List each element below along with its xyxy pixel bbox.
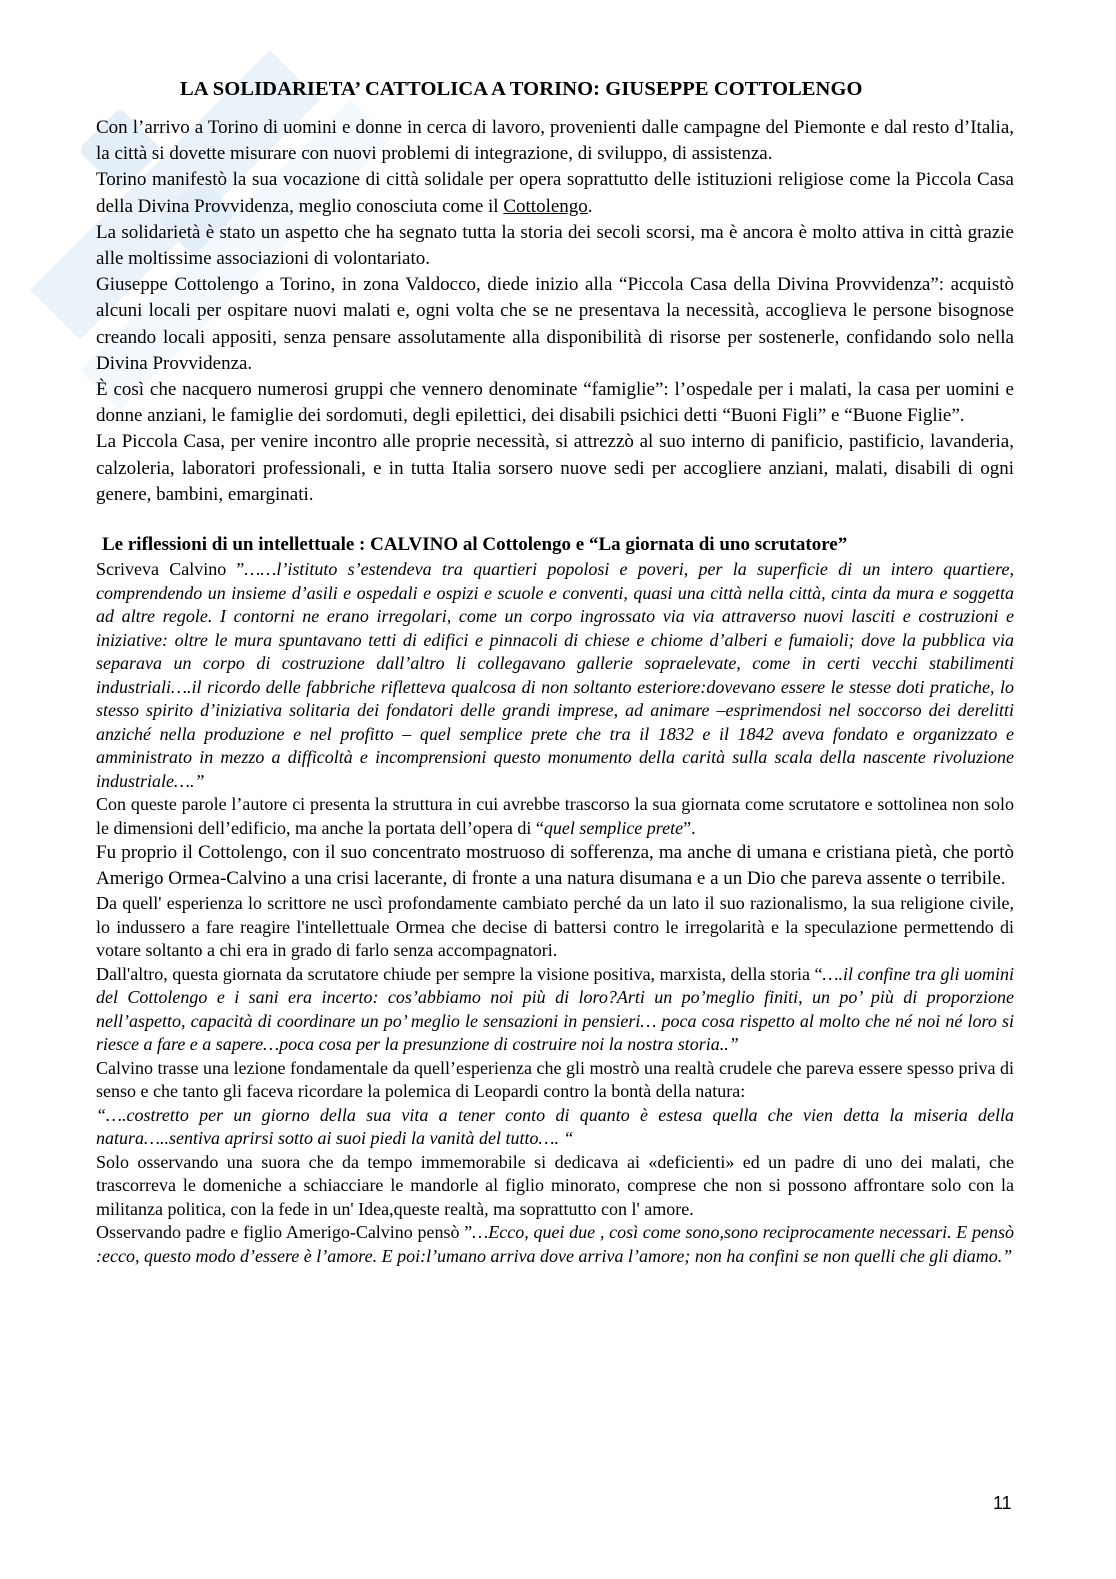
quote-lead: Scriveva Calvino ” — [96, 559, 245, 580]
page-title: LA SOLIDARIETA’ CATTOLICA A TORINO: GIUSEPPE COTTOLENGO — [180, 78, 863, 100]
section-spacer — [96, 508, 1014, 534]
paragraph-osservando — [96, 1221, 1014, 1268]
paragraph-dallaltro-text: Dall'altro, questa giornata da scrutatore chiude per sempre la visione positiva, marxista, della storia “ — [96, 963, 823, 984]
paragraph-dallaltro — [96, 963, 1014, 1057]
intro-paragraph-4: Giuseppe Cottolengo a Torino, in zona Valdocco, diede inizio alla “Piccola Casa della Divina Provvidenza”: acquistò alcuni locali per ospitare nuovi malati e, ogni volta che se ne presentava la necessità, accoglieva le persone bisognose creando locali appositi, senza pensare assolutamente alla disponibilità di risorse per sostenerle, confidando solo nella Divina Provvidenza. — [96, 274, 1014, 374]
paragraph-osservando-text: Osservando padre e figlio Amerigo-Calvino pensò ” — [96, 1222, 473, 1243]
intro-paragraph-2-end: . — [587, 195, 593, 217]
calvino-quote-paragraph — [96, 558, 1014, 793]
intro-paragraph-1: Con l’arrivo a Torino di uomini e donne in cerca di lavoro, provenienti dalle campagne del Piemonte e dal resto d’Italia, la città si dovette misurare con nuovi problemi di integrazione, di sviluppo, di assistenza. — [96, 117, 1014, 165]
page-number: 11 — [993, 1493, 1012, 1513]
intro-section — [96, 115, 1014, 508]
intro-paragraph-5: È così che nacquero numerosi gruppi che vennero denominate “famiglie”: l’ospedale per i malati, la casa per uomini e donne anziani, le famiglie dei sordomuti, degli epilettici, dei disabili psichici detti “Buoni Figli” e “Buone Figlie”. — [96, 379, 1014, 427]
paragraph-solo: Solo osservando una suora che da tempo immemorabile si dedicava ai «deficienti» ed un padre di uno dei malati, che trascorreva le domeniche a schiacciare le mandorle al figlio minorato, comprese che non si possono affrontare solo con la militanza politica, con la fede in un' Idea,queste realtà, ma soprattutto con l' amore. — [96, 1151, 1014, 1219]
semplice-prete-quote: quel semplice prete — [543, 817, 684, 838]
intro-paragraph-3: La solidarietà è stato un aspetto che ha segnato tutta la storia dei secoli scorsi, ma è ancora è molto attiva in città grazie alle moltissime associazioni di volontariato. — [96, 221, 1014, 270]
fu-block — [96, 840, 1014, 892]
intro-paragraph-6: La Piccola Casa, per venire incontro alle proprie necessità, si attrezzò al suo interno di panificio, pastificio, lavanderia, calzoleria, laboratori professionali, e in tutta Italia sorsero nuove sedi per accogliere anziani, malati, disabili di ogni genere, bambini, emarginati. — [96, 431, 1014, 505]
paragraph-fu: Fu proprio il Cottolengo, con il suo concentrato mostruoso di sofferenza, ma anche di umana e cristiana pietà, che portò Amerigo Ormea-Calvino a una crisi lacerante, di fronte a una natura disumana e a un Dio che pareva assente o terribile. — [96, 842, 1014, 890]
amore-quote: …Ecco, quei due , così come sono,sono reciprocamente necessari. E pensò :ecco, questo modo d’essere è l’amore. E poi:l’umano arriva dove arriva l’amore; non ha confini se non quelli che gli diamo.” — [96, 1222, 1015, 1266]
paragraph-esperienza: Da quell' esperienza lo scrittore ne uscì profondamente cambiato perché da un lato il suo razionalismo, la sua religione civile, lo indussero a fare reagire l'intellettuale Ormea che decise di battersi contro le irregolarità e la speculazione permettendo di votare soltanto a chi era in grado di farlo senza accompagnatori. — [96, 893, 1014, 961]
paragraph-lezione: Calvino trasse una lezione fondamentale da quell’esperienza che gli mostrò una realtà crudele che pareva essere spesso priva di senso e che tanto gli faceva ricordare la polemica di Leopardi contro la bontà della natura: — [96, 1057, 1014, 1102]
page-content — [96, 78, 1014, 1268]
intro-paragraph-2 — [96, 167, 1014, 219]
calvino-section — [96, 558, 1014, 840]
section-heading: Le riflessioni di un intellettuale : CALVINO al Cottolengo e “La giornata di uno scrutatore” — [102, 534, 848, 556]
paragraph-structure — [96, 793, 1014, 840]
calvino-quote: ……l’istituto s’estendeva tra quartieri popolosi e poveri, per la superficie di un intero quartiere, comprendendo un insieme d’asili e ospedali e ospizi e scuole e conventi, quasi una città nella città, cinta da mura e soggetta ad altre regole. I contorni ne erano irregolari, come un corpo ingrossato via via attraverso nuovi lasciti e costruzioni e iniziative: oltre le mura spuntavano tetti di edifici e pinnacoli di chiese e chiome d’alberi e fumaioli; dove la pubblica via separava un corpo di costruzione dall’altro li collegavano gallerie sopraelevate, come in certi vecchi stabilimenti industriali….il ricordo delle fabbriche rifletteva qualcosa di non soltanto esteriore:dovevano essere le stesse doti pratiche, lo stesso spirito d’iniziativa solitaria dei fondatori delle grandi imprese, ad animare –esprimendosi nel soccorso dei derelitti anziché nella produzione e nel profitto – quel semplice prete che tra il 1832 e il 1842 aveva fondato e organizzato e amministrato in mezzo a difficoltà e incomprensioni questo monumento della carità sulla scala della nascente rivoluzione industriale….” — [96, 559, 1014, 791]
cottolengo-link[interactable]: Cottolengo — [503, 195, 588, 217]
confine-quote: ….il confine tra gli uomini del Cottolengo e i sani era incerto: cos’abbiamo noi più di loro?Arti un po’meglio finiti, un po’ più di proporzione nell’aspetto, capacità di coordinare un po’ meglio le sensazioni in pensieri… poca cosa rispetto al molto che né noi né loro si riesce a fare e a sapere…poca cosa per la presunzione di costruire noi la nostra storia..” — [96, 963, 1014, 1055]
paragraph-structure-end: ”. — [683, 817, 696, 838]
leopardi-quote: “….costretto per un giorno della sua vita a tener conto di quanto è estesa quella che vien detta la miseria della natura…..sentiva aprirsi sotto ai suoi piedi la vanità del tutto…. “ — [96, 1104, 1014, 1149]
closing-section — [96, 892, 1014, 1268]
intro-paragraph-2-text: Torino manifestò la sua vocazione di città solidale per opera soprattutto delle istituzioni religiose come la Piccola Casa della Divina Provvidenza, meglio conosciuta come il — [96, 169, 1014, 217]
paragraph-structure-text: Con queste parole l’autore ci presenta la struttura in cui avrebbe trascorso la sua giornata come scrutatore e sottolinea non solo le dimensioni dell’edificio, ma anche la portata dell’opera di “ — [96, 794, 1014, 838]
